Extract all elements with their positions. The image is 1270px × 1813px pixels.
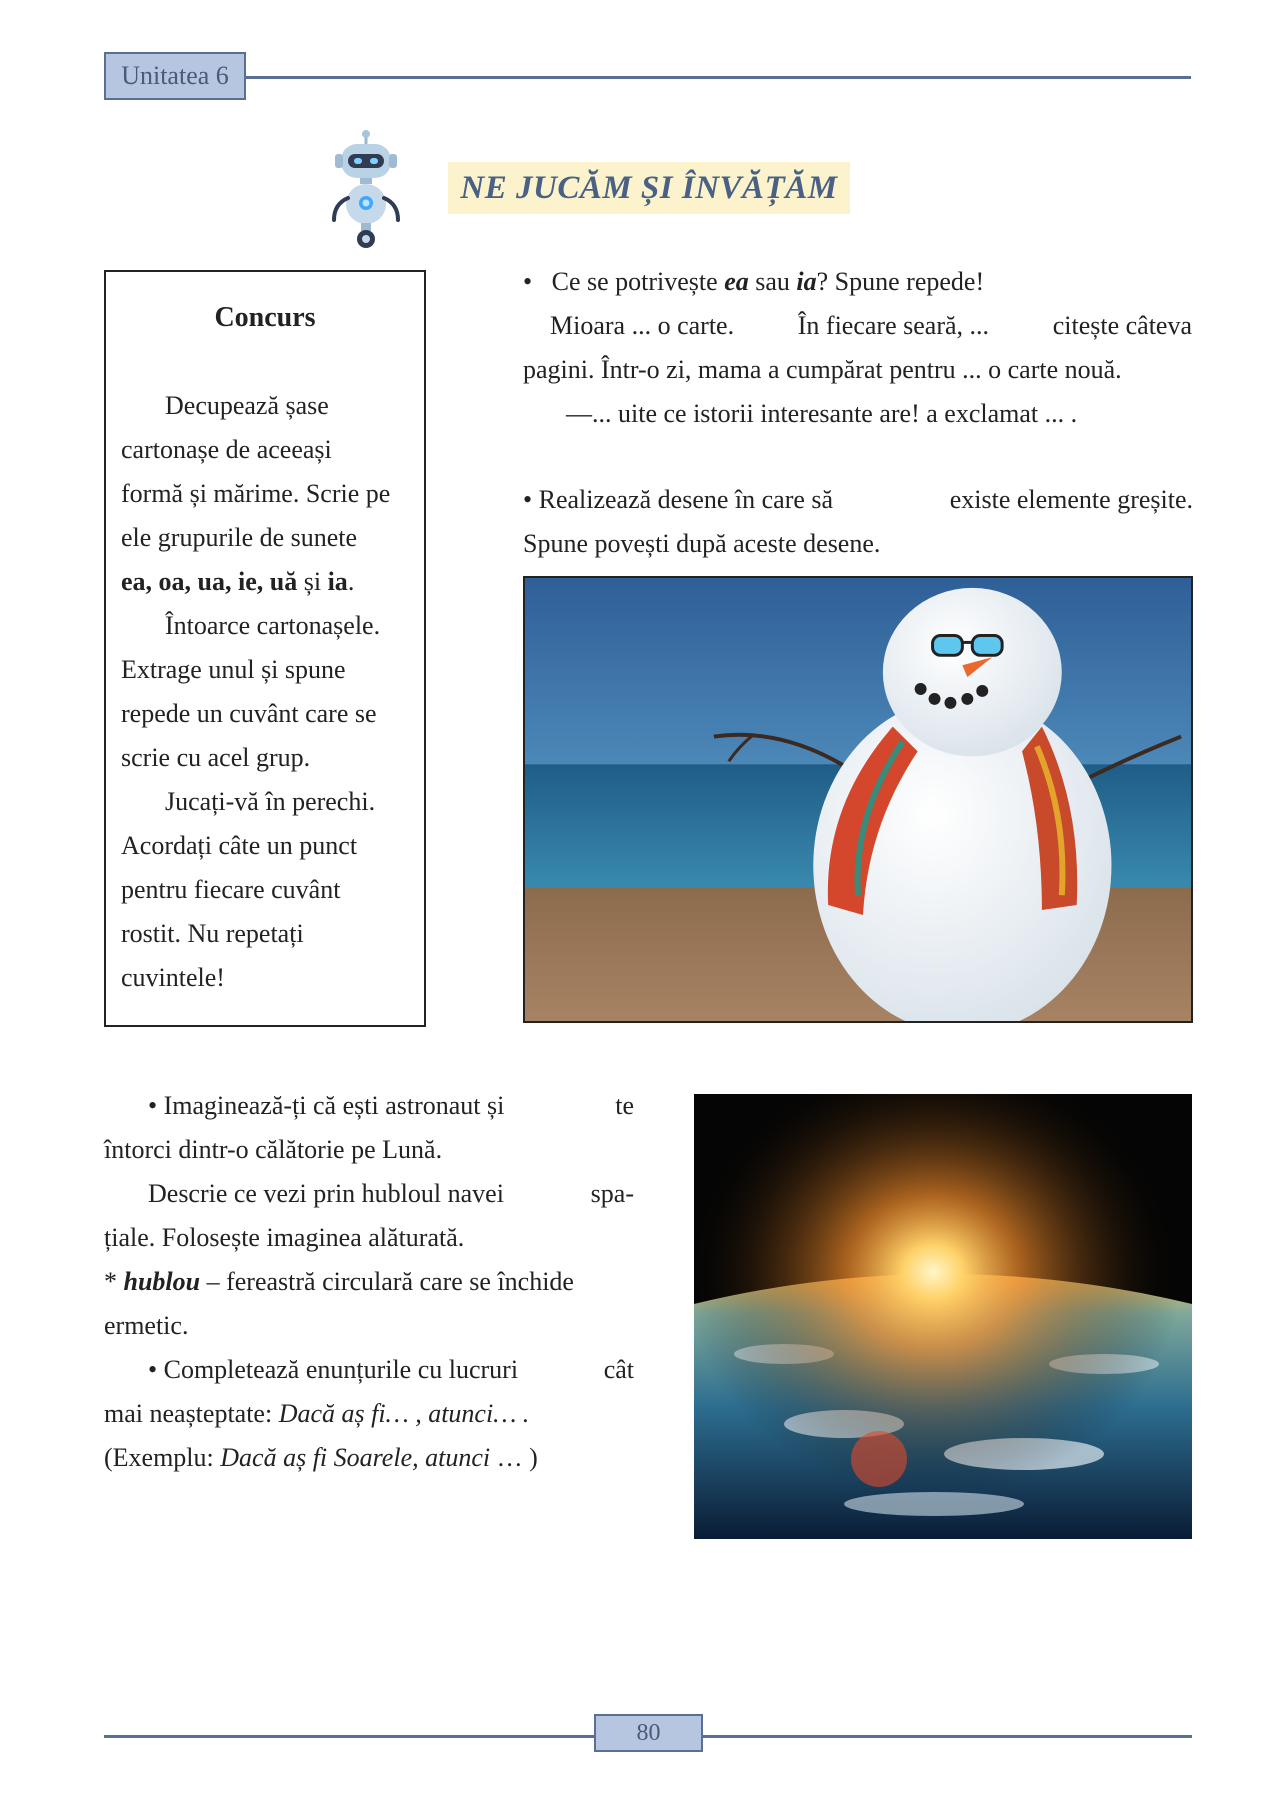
concurs-line-3: formă și mărime. Scrie pe bbox=[121, 479, 391, 508]
exercise3-line-7-a: • Completează enunțurile cu lucruri bbox=[148, 1355, 519, 1384]
exercise3-line-1-b: te bbox=[615, 1091, 634, 1120]
robot-icon bbox=[326, 130, 406, 250]
exercise3-line-1 bbox=[148, 1088, 634, 1124]
concurs-line-5: ea, oa, ua, ie, uă și ia. bbox=[121, 567, 355, 596]
exercise1-line-1-left: Mioara ... o carte. bbox=[550, 311, 735, 340]
exercise3-line-7-b: cât bbox=[603, 1355, 634, 1384]
concurs-line-10: Jucați-vă în perechi. bbox=[165, 787, 376, 816]
concurs-bold-last: ia bbox=[327, 567, 348, 596]
exercise3-line-9-c: … ) bbox=[496, 1443, 538, 1472]
exercise2-line-1-b: existe elemente greșite. bbox=[949, 485, 1193, 514]
section-title: NE JUCĂM ȘI ÎNVĂȚĂM bbox=[448, 162, 850, 214]
header-rule bbox=[246, 76, 1191, 79]
exercise1-line-2: pagini. Într-o zi, mama a cumpărat pentru ... o carte nouă. bbox=[523, 355, 1122, 384]
definition-star: * bbox=[104, 1267, 117, 1296]
page-number: 80 bbox=[594, 1714, 703, 1752]
definition-term: hublou bbox=[123, 1267, 201, 1296]
bullet: • bbox=[523, 267, 533, 296]
footer-rule-right bbox=[703, 1735, 1192, 1738]
exercise2-line-2: Spune povești după aceste desene. bbox=[523, 529, 881, 558]
concurs-line-9: scrie cu acel grup. bbox=[121, 743, 311, 772]
exercise3-line-4: țiale. Folosește imaginea alăturată. bbox=[104, 1223, 465, 1252]
concurs-bold-groups: ea, oa, ua, ie, uă bbox=[121, 567, 298, 596]
exercise3-line-3-b: spa- bbox=[590, 1179, 634, 1208]
exercise1-question bbox=[523, 264, 984, 300]
question-suffix: ? Spune repede! bbox=[816, 267, 985, 296]
question-prefix: Ce se potrivește bbox=[551, 267, 718, 296]
exercise3-line-9-b: Dacă aș fi Soarele, atunci bbox=[220, 1443, 491, 1472]
exercise3-line-9-a: (Exemplu: bbox=[104, 1443, 214, 1472]
exercise3-line-6: ermetic. bbox=[104, 1311, 189, 1340]
exercise3-line-2: întorci dintr-o călătorie pe Lună. bbox=[104, 1135, 443, 1164]
earth-sunrise-photo bbox=[694, 1094, 1192, 1539]
concurs-line-12: pentru fiecare cuvânt bbox=[121, 875, 341, 904]
exercise3-line-8-b: Dacă aș fi… , atunci… . bbox=[278, 1399, 530, 1428]
exercise2-line-1 bbox=[523, 482, 1193, 518]
question-sau: sau bbox=[755, 267, 790, 296]
concurs-line-8: repede un cuvânt care se bbox=[121, 699, 377, 728]
unit-label: Unitatea 6 bbox=[104, 52, 246, 100]
concurs-line-14: cuvintele! bbox=[121, 963, 225, 992]
concurs-title: Concurs bbox=[214, 302, 316, 333]
definition-text: – fereastră circulară care se închide bbox=[200, 1267, 574, 1296]
concurs-and-word: și bbox=[303, 567, 322, 596]
question-ia: ia bbox=[796, 267, 817, 296]
snowman-beach-photo bbox=[523, 576, 1193, 1023]
concurs-line-6: Întoarce cartonașele. bbox=[165, 611, 381, 640]
hublou-definition bbox=[104, 1264, 574, 1300]
concurs-line-11: Acordați câte un punct bbox=[121, 831, 358, 860]
exercise2-line-1-a: • Realizează desene în care să bbox=[523, 485, 834, 514]
exercise1-line-3: —... uite ce istorii interesante are! a exclamat ... . bbox=[566, 399, 1078, 428]
concurs-line-4: ele grupurile de sunete bbox=[121, 523, 358, 552]
exercise1-line-1 bbox=[550, 308, 1192, 344]
exercise3-line-3 bbox=[148, 1176, 634, 1212]
concurs-line-1: Decupează șase bbox=[165, 391, 329, 420]
exercise3-line-1-a: • Imaginează-ți că ești astronaut și bbox=[148, 1091, 505, 1120]
exercise3-line-8 bbox=[104, 1396, 529, 1432]
concurs-line-2: cartonașe de aceeași bbox=[121, 435, 332, 464]
exercise1-line-1-right: citește câteva bbox=[1052, 311, 1192, 340]
question-ea: ea bbox=[724, 267, 749, 296]
exercise3-line-8-a: mai neașteptate: bbox=[104, 1399, 273, 1428]
concurs-line-7: Extrage unul și spune bbox=[121, 655, 346, 684]
exercise3-line-9 bbox=[104, 1440, 538, 1476]
exercise3-line-7 bbox=[148, 1352, 634, 1388]
footer-rule-left bbox=[104, 1735, 594, 1738]
exercise1-line-1-mid: În fiecare seară, ... bbox=[797, 311, 990, 340]
concurs-line-13: rostit. Nu repetați bbox=[121, 919, 304, 948]
exercise3-line-3-a: Descrie ce vezi prin hubloul navei bbox=[148, 1179, 504, 1208]
